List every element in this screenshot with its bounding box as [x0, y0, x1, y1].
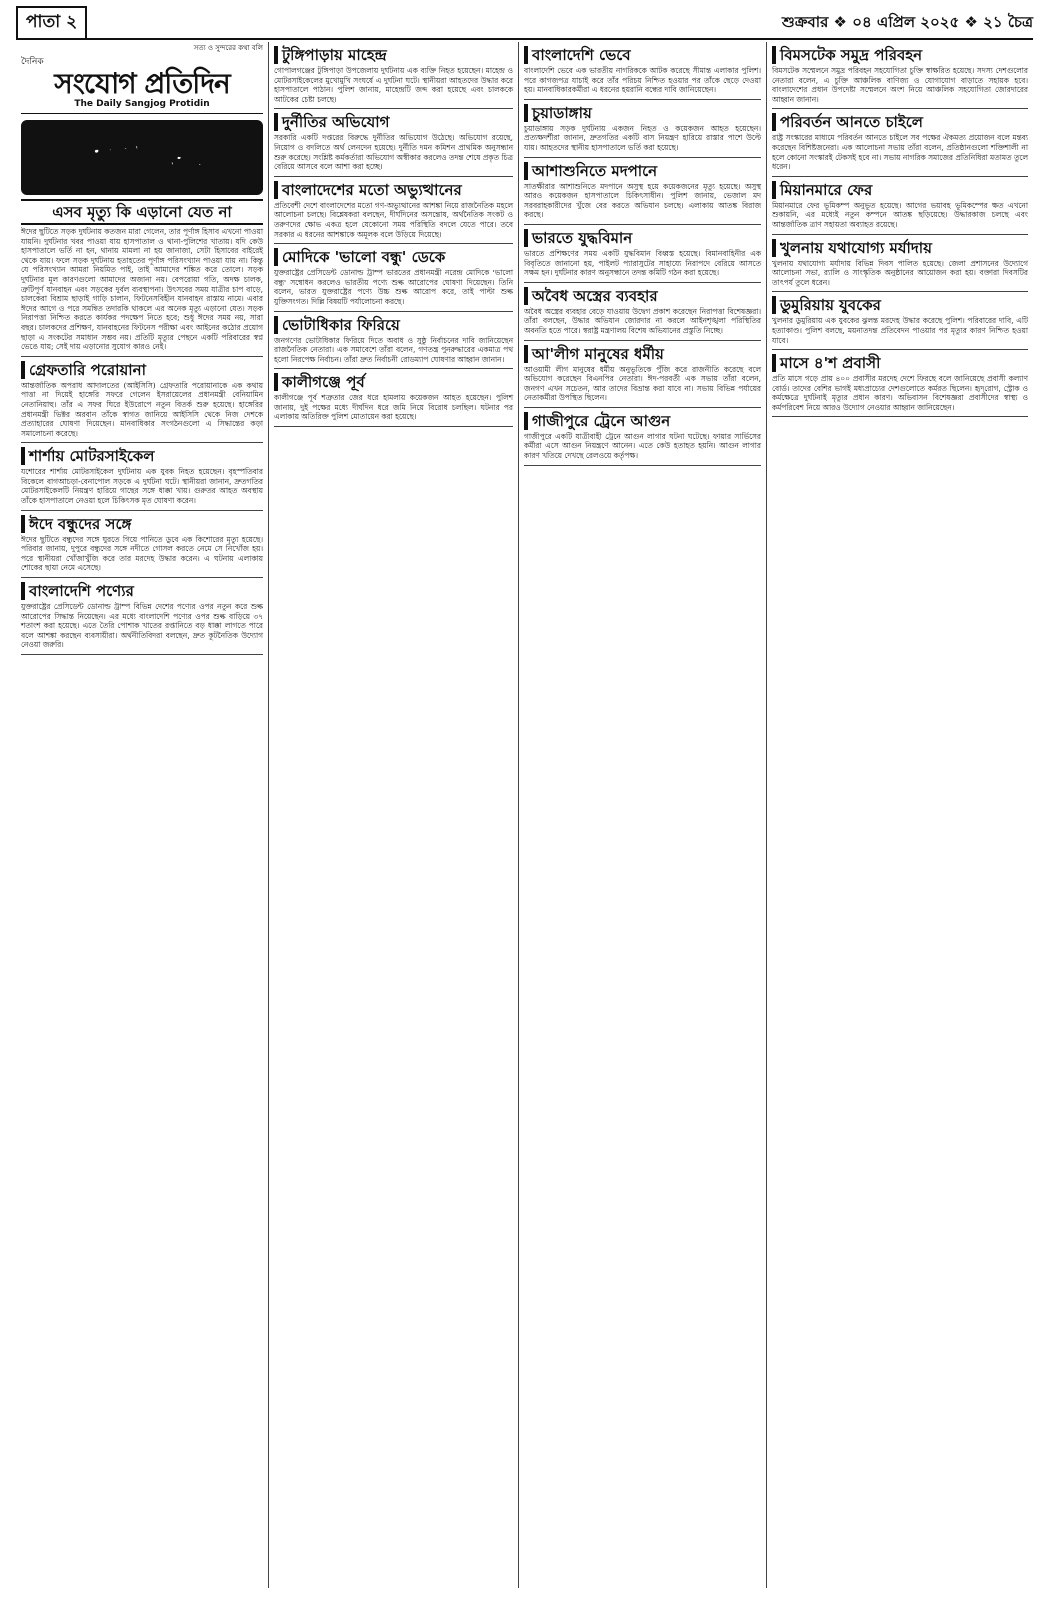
divider — [524, 157, 761, 158]
masthead-tagline: সত্য ও সুন্দরের কথা বলি — [193, 44, 263, 52]
story-body: ঈদের ছুটিতে বন্ধুদের সঙ্গে ঘুরতে গিয়ে পানিতে ডুবে এক কিশোরের মৃত্যু হয়েছে। পরিবার জানায়, দুপুরে বন্ধুদের সঙ্গে নদীতে গোসল করতে নেমে সে নিখোঁজ হয়। পরে স্থানীয়রা খোঁজাখুঁজি করে তার মরদেহ উদ্ধার করেন। এ ঘটনায় এলাকায় শোকের ছায়া নেমে এসেছে। — [21, 534, 263, 573]
story-headline: গ্রেফতারি পরোয়ানা — [21, 361, 263, 379]
divider — [772, 176, 1028, 177]
story-headline: ভোটাধিকার ফিরিয়ে — [274, 316, 513, 334]
news-story — [524, 412, 761, 466]
news-story — [524, 345, 761, 408]
editorial-headline: এসব মৃত্যু কি এড়ানো যেত না — [21, 199, 263, 225]
divider — [274, 108, 513, 109]
story-headline: ডুমুরিয়ায় যুবকের — [772, 296, 1028, 314]
news-story — [772, 181, 1028, 235]
page-header — [16, 8, 1033, 40]
story-headline: মোদিকে 'ভালো বন্ধু' ডেকে — [274, 248, 513, 266]
divider — [772, 291, 1028, 292]
story-body: খুলনার ডুমুরিয়ায় এক যুবকের ঝুলন্ত মরদেহ উদ্ধার করেছে পুলিশ। পরিবারের দাবি, এটি হত্যাকাণ্ড। পুলিশ বলছে, ময়নাতদন্ত প্রতিবেদন পাওয়ার পর মৃত্যুর কারণ নিশ্চিত হওয়া যাবে। — [772, 316, 1028, 345]
story-headline: মাসে ৪'শ প্রবাসী — [772, 354, 1028, 372]
story-body: মিয়ানমারে ফের ভূমিকম্প অনুভূত হয়েছে। আগের ভয়াবহ ভূমিকম্পের ক্ষত এখনো শুকায়নি, এর মধ্যেই নতুন কম্পনে আতঙ্ক ছড়িয়েছে। উদ্ধারকাজ চলছে এবং আন্তর্জাতিক ত্রাণ সহায়তা অব্যাহত রয়েছে। — [772, 200, 1028, 229]
story-body: রাষ্ট্র সংস্কারের মাধ্যমে পরিবর্তন আনতে চাইলে সব পক্ষের ঐকমত্য প্রয়োজন বলে মন্তব্য করেছেন বিশিষ্টজনেরা। এক আলোচনা সভায় তাঁরা বলেন, প্রতিষ্ঠানগুলো শক্তিশালী না হলে কোনো সংস্কারই টেকসই হবে না। সভায় নাগরিক সমাজের প্রতিনিধিরা মতামত তুলে ধরেন। — [772, 133, 1028, 172]
story-headline: দুর্নীতির অভিযোগ — [274, 113, 513, 131]
story-body: জনগণের ভোটাধিকার ফিরিয়ে দিতে অবাধ ও সুষ্ঠু নির্বাচনের দাবি জানিয়েছেন রাজনৈতিক নেতারা। এক সমাবেশে তাঁরা বলেন, গণতন্ত্র পুনরুদ্ধারের একমাত্র পথ হলো নিরপেক্ষ নির্বাচন। তাঁরা দ্রুত নির্বাচনী রোডম্যাপ ঘোষণার আহ্বান জানান। — [274, 335, 513, 364]
divider — [21, 356, 263, 357]
divider — [524, 282, 761, 283]
news-story — [21, 582, 263, 655]
divider — [274, 176, 513, 177]
divider — [524, 340, 761, 341]
editorial-body: ঈদের ছুটিতে সড়ক দুর্ঘটনায় কতজন মারা গেলেন, তার পূর্ণাঙ্গ হিসাব এখনো পাওয়া যায়নি। দুর্ঘটনার খবর পাওয়া যায় হাসপাতাল ও থানা-পুলিশের খাতায়। যদি কেউ হাসপাতালে ভর্তি না হন, থানায় মামলা না হয় জানাজা, সেটা হিসাবের বাইরেই থেকে যায়। ফলে সড়ক দুর্ঘটনায় হতাহতের পূর্ণাঙ্গ পরিসংখ্যান পাওয়া যায় না। কিন্তু যে পরিসংখ্যান আমরা নিয়মিত পাই, তাই আমাদের শঙ্কিত করে তোলে। সড়ক দুর্ঘটনার মূল কারণগুলো আমাদের অজানা নয়। বেপরোয়া গতি, অদক্ষ চালক, ত্রুটিপূর্ণ যানবাহন এবং সড়কের দুর্বল ব্যবস্থাপনা। উৎসবের সময় যাত্রীর চাপ বাড়ে, চালকেরা বিশ্রাম ছাড়াই গাড়ি চালান, ফিটনেসবিহীন যানবাহন রাস্তায় নামে। এবার ঈদের আগে ও পরে সমন্বিত তদারকি থাকলে এর অনেক মৃত্যু এড়ানো যেত। সড়ক নিরাপত্তা নিশ্চিত করতে কার্যকর পদক্ষেপ নিতে হবে; শুধু ঈদের সময় নয়, সারা বছর। চালকদের প্রশিক্ষণ, যানবাহনের ফিটনেস পরীক্ষা এবং আইনের কঠোর প্রয়োগ ছাড়া এ সংকটের সমাধান সম্ভব নয়। প্রতিটি মৃত্যুর পেছনে একটি পরিবারের স্বপ্ন ভেঙে যায়; সেই দায় এড়ানোর সুযোগ কারও নেই। — [21, 227, 263, 352]
story-body: চুয়াডাঙ্গায় সড়ক দুর্ঘটনায় একজন নিহত ও কয়েকজন আহত হয়েছেন। প্রত্যক্ষদর্শীরা জানান, দ্রুতগতির একটি বাস নিয়ন্ত্রণ হারিয়ে রাস্তার পাশে উল্টে যায়। আহতদের স্থানীয় হাসপাতালে ভর্তি করা হয়েছে। — [524, 123, 761, 152]
story-headline: বাংলাদেশি পণ্যের — [21, 582, 263, 600]
story-headline: ঈদে বন্ধুদের সঙ্গে — [21, 515, 263, 533]
column-3 — [518, 42, 766, 1588]
story-body: প্রতিবেশী দেশে বাংলাদেশের মতো গণ-অভ্যুত্থানের আশঙ্কা নিয়ে রাজনৈতিক মহলে আলোচনা চলছে। বিশ্লেষকরা বলছেন, দীর্ঘদিনের অসন্তোষ, অর্থনৈতিক সংকট ও তরুণদের ক্ষোভ একত্র হলে যেকোনো সময় পরিস্থিতি বদলে যেতে পারে। তবে সরকার এ ধরনের আশঙ্কাকে অমূলক বলে উড়িয়ে দিয়েছে। — [274, 200, 513, 239]
story-headline: মিয়ানমারে ফের — [772, 181, 1028, 199]
story-body: অবৈধ অস্ত্রের ব্যবহার বেড়ে যাওয়ায় উদ্বেগ প্রকাশ করেছেন নিরাপত্তা বিশেষজ্ঞরা। তাঁরা বলছেন, উদ্ধার অভিযান জোরদার না করলে আইনশৃঙ্খলা পরিস্থিতির অবনতি হতে পারে। স্বরাষ্ট্র মন্ত্রণালয় বিশেষ অভিযানের প্রস্তুতি নিচ্ছে। — [524, 306, 761, 335]
divider — [21, 442, 263, 443]
news-story — [524, 104, 761, 158]
divider — [524, 99, 761, 100]
page-number: পাতা ২ — [16, 6, 87, 40]
news-story — [772, 46, 1028, 109]
newspaper-name-english: The Daily Sangjog Protidin — [74, 99, 210, 109]
story-body: যুক্তরাষ্ট্রের প্রেসিডেন্ট ডোনাল্ড ট্রাম্প বিভিন্ন দেশের পণ্যের ওপর নতুন করে শুল্ক আরোপের সিদ্ধান্ত নিয়েছেন। এর মধ্যে বাংলাদেশি পণ্যের ওপর শুল্ক বাড়িয়ে ৩৭ শতাংশ করা হয়েছে। এতে তৈরি পোশাক খাতের রপ্তানিতে বড় ধাক্কা লাগতে পারে বলে আশঙ্কা করছেন ব্যবসায়ীরা। অর্থনীতিবিদরা বলছেন, দ্রুত কূটনৈতিক উদ্যোগ নেওয়া জরুরি। — [21, 602, 263, 650]
story-body: সরকারি একটি দপ্তরের বিরুদ্ধে দুর্নীতির অভিযোগ উঠেছে। অভিযোগ রয়েছে, নিয়োগ ও বদলিতে অর্থ লেনদেন হয়েছে। দুর্নীতি দমন কমিশন প্রাথমিক অনুসন্ধান শুরু করেছে। সংশ্লিষ্ট কর্মকর্তারা অভিযোগ অস্বীকার করলেও তদন্ত শেষে প্রকৃত চিত্র বেরিয়ে আসবে বলে আশা করা হচ্ছে। — [274, 133, 513, 172]
divider — [772, 108, 1028, 109]
divider — [21, 654, 263, 655]
news-story — [274, 46, 513, 109]
news-story — [524, 162, 761, 225]
divider — [524, 407, 761, 408]
story-headline: চুয়াডাঙ্গায় — [524, 104, 761, 122]
divider — [772, 416, 1028, 417]
story-body: প্রতি মাসে গড়ে প্রায় ৪০০ প্রবাসীর মরদেহ দেশে ফিরছে বলে জানিয়েছে প্রবাসী কল্যাণ বোর্ড। তাদের বেশির ভাগই মধ্যপ্রাচ্যের দেশগুলোতে কর্মরত ছিলেন। হৃদ্‌রোগ, স্ট্রোক ও কর্মক্ষেত্রে দুর্ঘটনাই মৃত্যুর প্রধান কারণ। অভিবাসন বিশেষজ্ঞরা প্রবাসীদের স্বাস্থ্য ও কর্মপরিবেশ নিয়ে আরও উদ্যোগ নেওয়ার আহ্বান জানিয়েছেন। — [772, 374, 1028, 412]
story-body: যশোরের শার্শায় মোটরসাইকেল দুর্ঘটনায় এক যুবক নিহত হয়েছেন। বৃহস্পতিবার বিকেলে বাগআচড়া-বেনাপোল সড়কে এ দুর্ঘটনা ঘটে। স্থানীয়রা জানান, দ্রুতগতির মোটরসাইকেলটি নিয়ন্ত্রণ হারিয়ে গাছের সঙ্গে ধাক্কা খায়। গুরুতর আহত অবস্থায় তাঁকে হাসপাতালে নেওয়া হলে চিকিৎসক মৃত ঘোষণা করেন। — [21, 467, 263, 506]
story-body: যুক্তরাষ্ট্রের প্রেসিডেন্ট ডোনাল্ড ট্রাম্প ভারতের প্রধানমন্ত্রী নরেন্দ্র মোদিকে 'ভালো বন্ধু' সম্বোধন করলেও ভারতীয় পণ্যে শুল্ক আরোপের ঘোষণা দিয়েছেন। তিনি বলেন, ভারত যুক্তরাষ্ট্রের পণ্যে উচ্চ শুল্ক আরোপ করে, তাই পাল্টা শুল্ক যুক্তিসংগত। দিল্লি বিষয়টি পর্যালোচনা করছে। — [274, 268, 513, 306]
story-body: গাজীপুরে একটি যাত্রীবাহী ট্রেনে আগুন লাগার ঘটনা ঘটেছে। ফায়ার সার্ভিসের কর্মীরা এসে আগুন নিয়ন্ত্রণে আনেন। এতে কেউ হতাহত হয়নি। আগুন লাগার কারণ খতিয়ে দেখছে রেলওয়ে কর্তৃপক্ষ। — [524, 431, 761, 461]
divider — [274, 311, 513, 312]
divider — [21, 577, 263, 578]
news-story — [21, 447, 263, 510]
story-headline: আ'লীগ মানুষের ধর্মীয় — [524, 345, 761, 363]
column-4 — [766, 42, 1033, 1588]
story-headline: খুলনায় যথাযোগ্য মর্যাদায় — [772, 239, 1028, 257]
masthead — [21, 42, 263, 114]
divider — [524, 224, 761, 225]
news-story — [21, 361, 263, 444]
news-story — [274, 113, 513, 176]
story-body: সাতক্ষীরার আশাশুনিতে মদপানে অসুস্থ হয়ে কয়েকজনের মৃত্যু হয়েছে। অসুস্থ আরও কয়েকজন হাসপাতালে চিকিৎসাধীন। পুলিশ জানায়, ভেজাল মদ সরবরাহকারীদের খুঁজে বের করতে অভিযান চলছে। এলাকায় আতঙ্ক বিরাজ করছে। — [524, 181, 761, 220]
news-story — [21, 515, 263, 578]
editorial-banner: সম্পাদকীয় — [21, 120, 263, 195]
story-headline: অবৈধ অস্ত্রের ব্যবহার — [524, 287, 761, 305]
divider — [274, 243, 513, 244]
story-headline: টুঙ্গিপাড়ায় মাহেন্দ্র — [274, 46, 513, 64]
divider — [524, 465, 761, 466]
story-headline: পরিবর্তন আনতে চাইলে — [772, 113, 1028, 131]
date-line: শুক্রবার ❖ ০৪ এপ্রিল ২০২৫ ❖ ২১ চৈত্র — [781, 12, 1033, 31]
news-story — [524, 46, 761, 100]
news-story — [772, 296, 1028, 350]
story-body: কালীগঞ্জে পূর্ব শত্রুতার জের ধরে হামলায় কয়েকজন আহত হয়েছেন। পুলিশ জানায়, দুই পক্ষের মধ্যে দীর্ঘদিন ধরে জমি নিয়ে বিরোধ চলছিল। ঘটনার পর এলাকায় অতিরিক্ত পুলিশ মোতায়েন করা হয়েছে। — [274, 393, 513, 422]
story-headline: বাংলাদেশি ভেবে — [524, 46, 761, 64]
news-story — [274, 373, 513, 427]
story-headline: কালীগঞ্জে পূর্ব — [274, 373, 513, 391]
columns — [16, 42, 1033, 1588]
news-story — [274, 248, 513, 311]
divider — [21, 510, 263, 511]
column-2 — [268, 42, 518, 1588]
news-story — [524, 287, 761, 341]
masthead-daily: দৈনিক — [21, 57, 44, 67]
divider — [772, 349, 1028, 350]
story-body: আওয়ামী লীগ মানুষের ধর্মীয় অনুভূতিকে পুঁজি করে রাজনীতি করেছে বলে অভিযোগ করেছেন বিএনপির নেতারা। ঈদ-পরবর্তী এক সভায় তাঁরা বলেন, জনগণ এখন সচেতন, আর তাদের বিভ্রান্ত করা যাবে না। সভায় বিভিন্ন পর্যায়ের নেতাকর্মীরা উপস্থিত ছিলেন। — [524, 364, 761, 403]
story-headline: শার্শায় মোটরসাইকেল — [21, 447, 263, 465]
story-body: আন্তর্জাতিক অপরাধ আদালতের (আইসিসি) গ্রেফতারি পরোয়ানাকে এক কথায় পাত্তা না দিয়েই হাঙ্গেরি সফরে গেলেন ইসরায়েলের প্রধানমন্ত্রী বেনিয়ামিন নেতানিয়াহু। তাঁর এ সফর ঘিরে ইউরোপে নতুন বিতর্ক শুরু হয়েছে। হাঙ্গেরির প্রধানমন্ত্রী ভিক্টর অরবান তাঁকে স্বাগত জানিয়ে আইসিসি থেকে নিজ দেশকে প্রত্যাহারের ঘোষণা দিয়েছেন। মানবাধিকার সংগঠনগুলো এ সিদ্ধান্তের কড়া সমালোচনা করেছে। — [21, 380, 263, 438]
news-story — [772, 354, 1028, 417]
story-headline: ভারতে যুদ্ধবিমান — [524, 229, 761, 247]
divider — [772, 234, 1028, 235]
story-body: বিমসটেক সম্মেলনে সমুদ্র পরিবহন সহযোগিতা চুক্তি স্বাক্ষরিত হয়েছে। সদস্য দেশগুলোর নেতারা বলেন, এ চুক্তি আঞ্চলিক বাণিজ্য ও যোগাযোগ বাড়াতে সহায়ক হবে। বাংলাদেশের প্রধান উপদেষ্টা সম্মেলনে অংশ নিয়ে আঞ্চলিক সহযোগিতা জোরদারের আহ্বান জানান। — [772, 66, 1028, 104]
column-1 — [16, 42, 268, 1588]
story-body: খুলনায় যথাযোগ্য মর্যাদায় বিভিন্ন দিবস পালিত হয়েছে। জেলা প্রশাসনের উদ্যোগে আলোচনা সভা, র‍্যালি ও সাংস্কৃতিক অনুষ্ঠানের আয়োজন করা হয়। বক্তারা দিবসটির তাৎপর্য তুলে ধরেন। — [772, 258, 1028, 287]
newspaper-name: সংযোগ প্রতিদিন — [54, 67, 230, 100]
story-headline: গাজীপুরে ট্রেনে আগুন — [524, 412, 761, 430]
story-body: ভারতে প্রশিক্ষণের সময় একটি যুদ্ধবিমান বিধ্বস্ত হয়েছে। বিমানবাহিনীর এক বিবৃতিতে জানানো হয়, পাইলট প্যারাসুটের সাহায্যে নিরাপদে বেরিয়ে আসতে সক্ষম হন। দুর্ঘটনার কারণ অনুসন্ধানে তদন্ত কমিটি গঠন করা হয়েছে। — [524, 248, 761, 278]
news-story — [274, 316, 513, 370]
story-body: গোপালগঞ্জের টুঙ্গিপাড়া উপজেলায় দুর্ঘটনায় এক ব্যক্তি নিহত হয়েছেন। মাহেন্দ্র ও মোটরসাইকেলের মুখোমুখি সংঘর্ষে এ দুর্ঘটনা ঘটে। স্থানীয়রা আহতদের উদ্ধার করে হাসপাতালে পাঠান। পুলিশ জানায়, মাহেন্দ্রটি জব্দ করা হয়েছে এবং চালককে আটকের চেষ্টা চলছে। — [274, 66, 513, 104]
story-headline: বিমসটেক সমুদ্র পরিবহন — [772, 46, 1028, 64]
story-headline: আশাশুনিতে মদপানে — [524, 162, 761, 180]
divider — [274, 368, 513, 369]
news-story — [274, 181, 513, 244]
news-story — [524, 229, 761, 283]
news-story — [772, 239, 1028, 293]
story-body: বাংলাদেশি ভেবে এক ভারতীয় নাগরিককে আটক করেছে সীমান্ত এলাকার পুলিশ। পরে কাগজপত্র যাচাই করে তাঁর পরিচয় নিশ্চিত হওয়ার পর তাঁকে ছেড়ে দেওয়া হয়। মানবাধিকারকর্মীরা এ ধরনের হয়রানি বন্ধের দাবি জানিয়েছেন। — [524, 66, 761, 95]
divider — [274, 426, 513, 427]
news-story — [772, 113, 1028, 176]
story-headline: বাংলাদেশের মতো অভ্যুত্থানের — [274, 181, 513, 199]
